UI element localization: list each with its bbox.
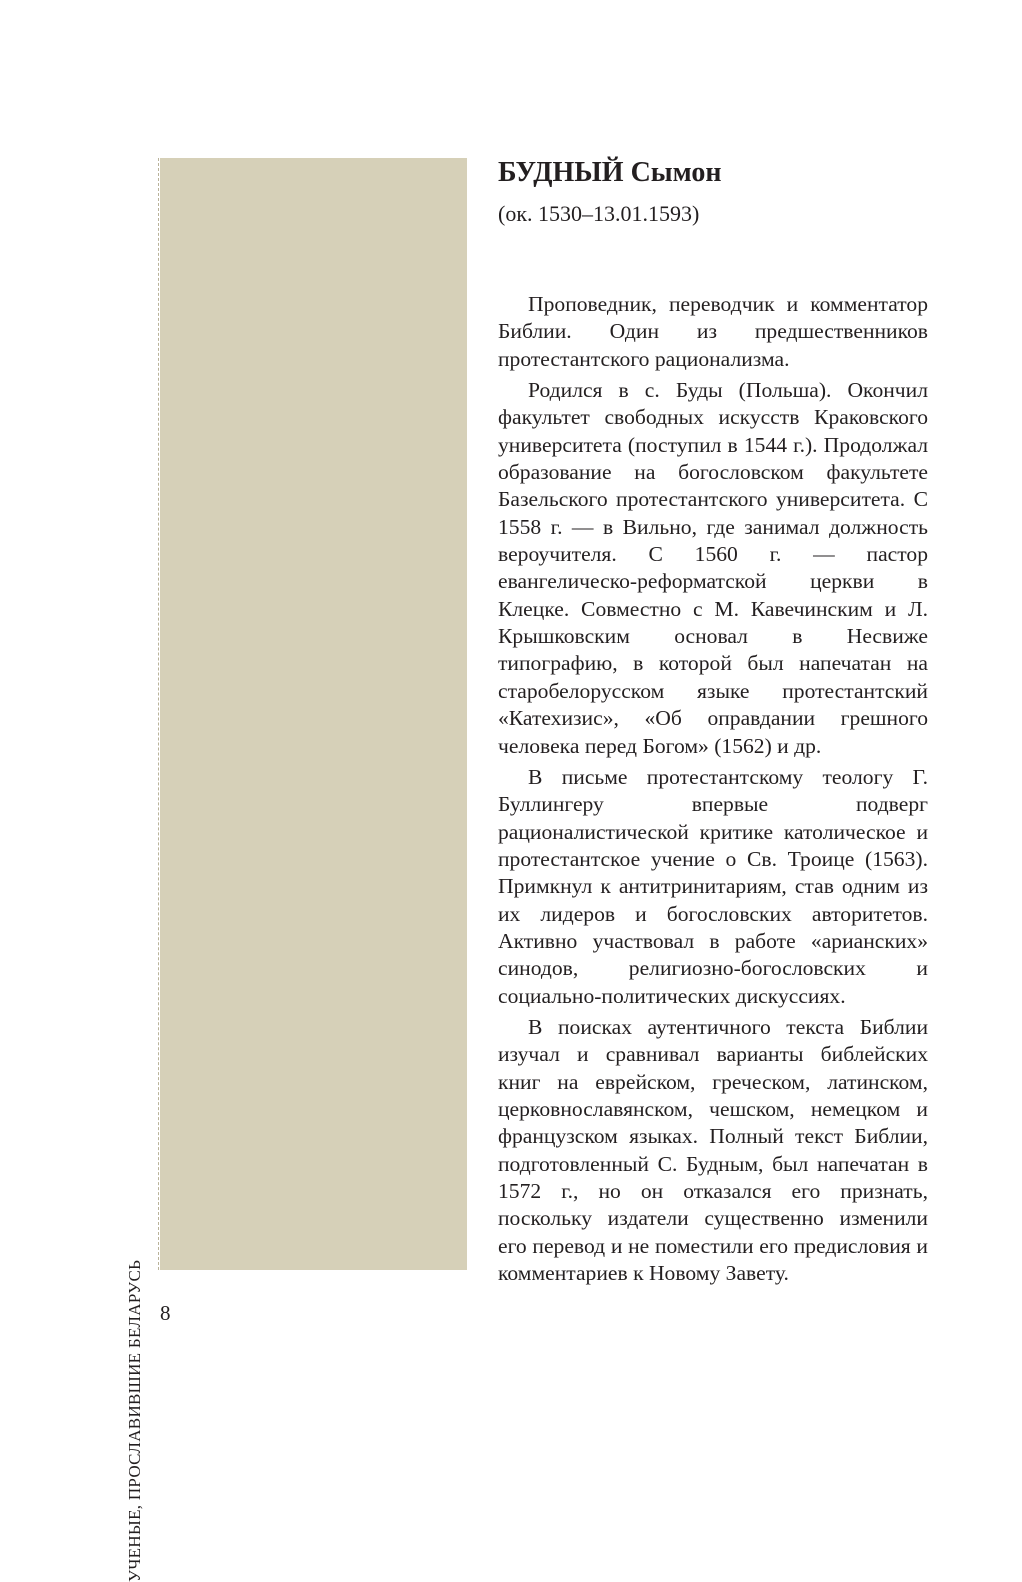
paragraph: Родился в с. Буды (Польша). Окончил факультет свободных искусств Краковского университета (поступил в 1544 г.). Продолжал образование на богословском факультете Базельского протестантского университета. С 1558 г. — в Вильно, где занимал должность вероучителя. С 1560 г. — пастор евангелическо-реформатской церкви в Клецке. Совместно с М. Кавечинским и Л. Крышковским основал в Несвиже типографию, в которой был напечатан на старобелорусском языке протестантский «Катехизис», «Об оправдании грешного человека перед Богом» (1562) и др. xyxy=(498,378,928,758)
portrait-placeholder-panel xyxy=(160,158,467,1270)
life-dates: (ок. 1530–13.01.1593) xyxy=(498,201,700,226)
dashed-margin-line xyxy=(158,158,159,1270)
paragraph: В письме протестантскому теологу Г. Буллингеру впервые подверг рационалистической критике католическое и протестантское учение о Св. Троице (1563). Примкнул к антитринитариям, став одним из их лидеров и богословских авторитетов. Активно участвовал в работе «арианских» синодов, религиозно-богословских и социально-политических дискуссиях. xyxy=(498,764,928,1008)
paragraph: Проповедник, переводчик и комментатор Библии. Один из предшественников протестантского рационализма. xyxy=(498,292,928,371)
paragraph: В поисках аутентичного текста Библии изучал и сравнивал варианты библейских книг на еврейском, греческом, латинском, церковнославянском, чешском, немецком и французском языках. Полный текст Библии, подготовленный С. Будным, был напечатан в 1572 г., но он отказался его признать, поскольку издатели существенно изменили его перевод и не поместили его предисловия и комментариев к Новому Завету. xyxy=(498,1014,928,1286)
running-title-text: УЧЕНЫЕ, ПРОСЛАВИВШИЕ БЕЛАРУСЬ xyxy=(125,1259,144,1582)
running-title xyxy=(122,1259,148,1582)
article-body xyxy=(498,291,928,1291)
article-title: БУДНЫЙ Сымон xyxy=(498,157,722,188)
page-number: 8 xyxy=(160,1301,171,1325)
